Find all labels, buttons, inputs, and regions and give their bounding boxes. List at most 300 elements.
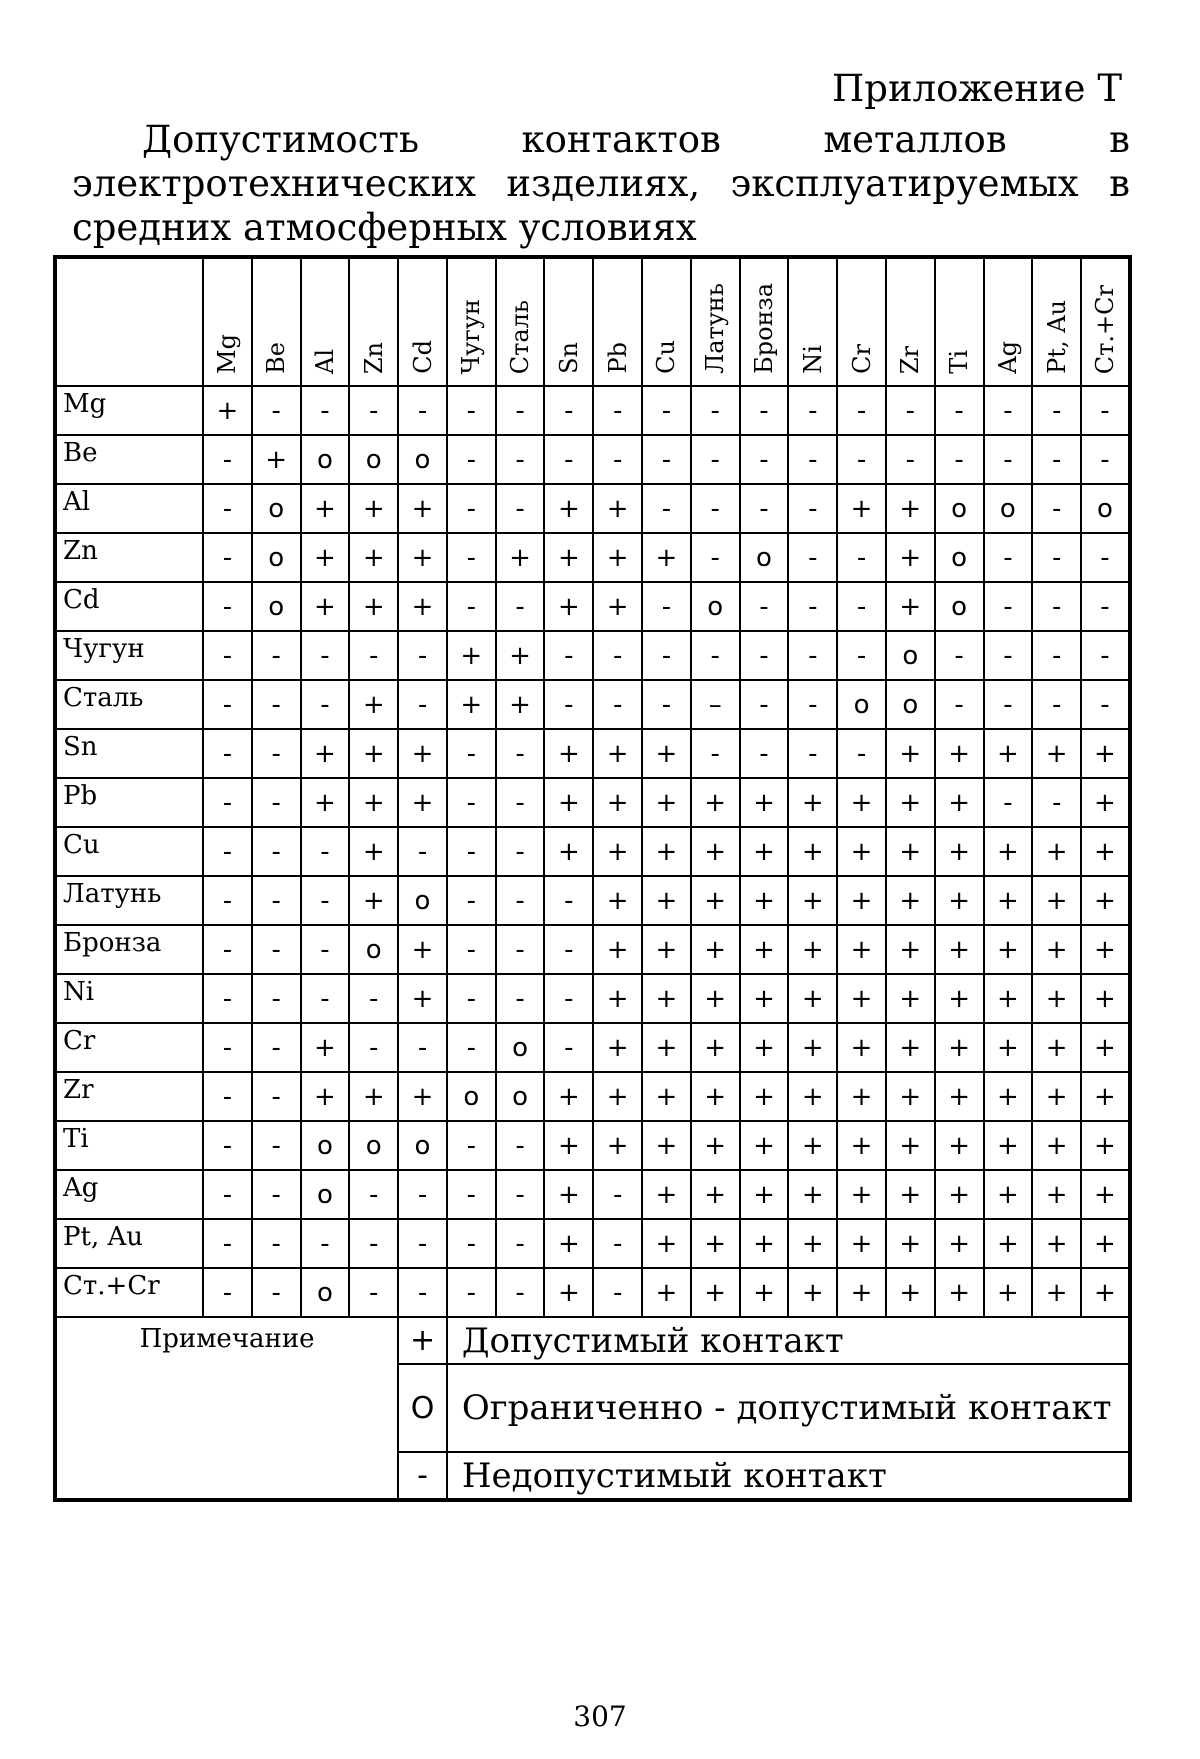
column-header-label: Ag: [993, 341, 1022, 374]
table-row: [55, 631, 1130, 680]
compatibility-cell: -: [301, 876, 350, 925]
compatibility-cell: +: [837, 1072, 886, 1121]
compatibility-cell: -: [301, 827, 350, 876]
compatibility-cell: +: [301, 778, 350, 827]
corner-cell: [55, 257, 203, 386]
compatibility-cell: +: [642, 533, 691, 582]
compatibility-cell: +: [593, 729, 642, 778]
compatibility-cell: -: [788, 533, 837, 582]
column-header-label: Бронза: [749, 283, 778, 374]
compatibility-cell: o: [349, 1121, 398, 1170]
compatibility-cell: +: [349, 827, 398, 876]
compatibility-cell: +: [788, 1072, 837, 1121]
compatibility-cell: +: [544, 1170, 593, 1219]
compatibility-cell: -: [447, 1023, 496, 1072]
compatibility-cell: +: [301, 1072, 350, 1121]
compatibility-cell: +: [593, 484, 642, 533]
compatibility-cell: -: [740, 680, 789, 729]
compatibility-cell: -: [496, 1170, 545, 1219]
compatibility-cell: o: [886, 631, 935, 680]
compatibility-cell: -: [252, 680, 301, 729]
compatibility-cell: -: [740, 435, 789, 484]
column-header-label: Pb: [603, 342, 632, 374]
compatibility-cell: o: [935, 582, 984, 631]
compatibility-cell: +: [788, 974, 837, 1023]
row-label: Mg: [55, 386, 203, 435]
legend-text: Допустимый контакт: [447, 1317, 1130, 1364]
compatibility-cell: +: [788, 876, 837, 925]
compatibility-cell: +: [886, 876, 935, 925]
compatibility-cell: -: [447, 827, 496, 876]
table-row: [55, 778, 1130, 827]
table-row: [55, 1072, 1130, 1121]
column-header-label: Ст.+Cr: [1090, 284, 1119, 374]
compatibility-cell: +: [447, 680, 496, 729]
compatibility-cell: +: [1032, 1268, 1081, 1317]
compatibility-cell: o: [447, 1072, 496, 1121]
compatibility-cell: -: [301, 974, 350, 1023]
column-header: [837, 257, 886, 386]
compatibility-cell: +: [740, 1268, 789, 1317]
compatibility-cell: +: [398, 533, 447, 582]
compatibility-cell: o: [740, 533, 789, 582]
compatibility-cell: +: [398, 1072, 447, 1121]
compatibility-cell: -: [447, 533, 496, 582]
compatibility-cell: o: [496, 1072, 545, 1121]
compatibility-cell: +: [398, 778, 447, 827]
table-row: [55, 925, 1130, 974]
compatibility-cell: +: [935, 827, 984, 876]
compatibility-cell: -: [593, 1219, 642, 1268]
title-word: в: [1109, 118, 1130, 161]
compatibility-cell: -: [203, 1072, 252, 1121]
compatibility-cell: -: [203, 484, 252, 533]
compatibility-cell: -: [984, 778, 1033, 827]
compatibility-cell: -: [496, 974, 545, 1023]
column-header-label: Sn: [554, 342, 583, 374]
compatibility-cell: +: [740, 1072, 789, 1121]
compatibility-cell: +: [544, 1268, 593, 1317]
compatibility-cell: +: [1032, 925, 1081, 974]
compatibility-cell: +: [935, 876, 984, 925]
column-header-label: Сталь: [506, 299, 535, 374]
compatibility-cell: o: [1081, 484, 1130, 533]
table-row: [55, 974, 1130, 1023]
compatibility-cell: -: [203, 435, 252, 484]
compatibility-cell: -: [1081, 582, 1130, 631]
compatibility-cell: +: [398, 582, 447, 631]
title-word: металлов: [823, 118, 1007, 161]
compatibility-cell: +: [1032, 1072, 1081, 1121]
compatibility-cell: +: [691, 1072, 740, 1121]
title-word: в: [1109, 162, 1130, 205]
compatibility-cell: -: [301, 680, 350, 729]
contact-compatibility-table: [53, 255, 1132, 1502]
compatibility-cell: +: [544, 729, 593, 778]
compatibility-cell: +: [691, 1268, 740, 1317]
compatibility-cell: +: [544, 1072, 593, 1121]
compatibility-cell: o: [301, 1268, 350, 1317]
title-line-1: [72, 118, 1130, 162]
column-header-label: Cu: [652, 340, 681, 374]
compatibility-cell: +: [593, 778, 642, 827]
compatibility-cell: -: [593, 1268, 642, 1317]
compatibility-cell: -: [593, 435, 642, 484]
compatibility-cell: +: [447, 631, 496, 680]
column-header: [398, 257, 447, 386]
compatibility-cell: +: [593, 1121, 642, 1170]
legend-symbol: O: [398, 1364, 447, 1452]
compatibility-cell: +: [398, 484, 447, 533]
table-row: [55, 484, 1130, 533]
compatibility-cell: +: [642, 1121, 691, 1170]
compatibility-cell: -: [447, 974, 496, 1023]
compatibility-cell: +: [691, 925, 740, 974]
table-row: [55, 1170, 1130, 1219]
compatibility-cell: +: [398, 974, 447, 1023]
compatibility-cell: +: [642, 876, 691, 925]
page-number: 307: [573, 1700, 627, 1733]
document-title: [72, 118, 1130, 250]
compatibility-cell: -: [252, 974, 301, 1023]
row-label: Ti: [55, 1121, 203, 1170]
compatibility-cell: -: [837, 582, 886, 631]
compatibility-cell: -: [837, 729, 886, 778]
column-header-label: Латунь: [701, 283, 730, 374]
compatibility-cell: -: [447, 925, 496, 974]
compatibility-cell: -: [203, 827, 252, 876]
compatibility-cell: +: [837, 1219, 886, 1268]
compatibility-cell: +: [935, 1170, 984, 1219]
compatibility-cell: +: [301, 729, 350, 778]
compatibility-cell: -: [544, 435, 593, 484]
compatibility-cell: -: [788, 386, 837, 435]
compatibility-cell: -: [544, 974, 593, 1023]
compatibility-cell: +: [349, 778, 398, 827]
row-label: Сталь: [55, 680, 203, 729]
legend-symbol: -: [398, 1452, 447, 1500]
column-header: [886, 257, 935, 386]
table-row: [55, 827, 1130, 876]
compatibility-cell: +: [788, 1268, 837, 1317]
compatibility-cell: -: [496, 386, 545, 435]
compatibility-cell: +: [1081, 925, 1130, 974]
compatibility-cell: +: [691, 876, 740, 925]
compatibility-cell: +: [788, 925, 837, 974]
compatibility-cell: -: [496, 1219, 545, 1268]
compatibility-cell: -: [252, 1121, 301, 1170]
compatibility-cell: -: [1081, 680, 1130, 729]
compatibility-cell: -: [398, 631, 447, 680]
legend-row: [55, 1317, 1130, 1364]
compatibility-cell: +: [740, 876, 789, 925]
compatibility-cell: -: [593, 1170, 642, 1219]
compatibility-cell: -: [788, 484, 837, 533]
table-row: [55, 1219, 1130, 1268]
compatibility-cell: +: [349, 484, 398, 533]
compatibility-cell: +: [1081, 827, 1130, 876]
compatibility-cell: +: [1032, 1121, 1081, 1170]
compatibility-cell: +: [740, 1023, 789, 1072]
row-label: Pb: [55, 778, 203, 827]
compatibility-cell: +: [935, 1072, 984, 1121]
compatibility-cell: +: [349, 582, 398, 631]
compatibility-cell: +: [349, 876, 398, 925]
title-word: электротехнических: [72, 162, 476, 205]
compatibility-cell: -: [1032, 435, 1081, 484]
compatibility-cell: -: [544, 1023, 593, 1072]
compatibility-cell: +: [593, 827, 642, 876]
compatibility-cell: +: [544, 778, 593, 827]
row-label: Al: [55, 484, 203, 533]
compatibility-cell: +: [691, 974, 740, 1023]
compatibility-cell: +: [593, 974, 642, 1023]
compatibility-cell: +: [886, 778, 935, 827]
note-title: Примечание: [55, 1317, 398, 1500]
compatibility-cell: -: [447, 435, 496, 484]
compatibility-cell: -: [203, 582, 252, 631]
compatibility-cell: -: [1032, 778, 1081, 827]
compatibility-cell: +: [642, 1023, 691, 1072]
compatibility-cell: -: [203, 729, 252, 778]
compatibility-cell: -: [788, 631, 837, 680]
compatibility-cell: -: [1032, 484, 1081, 533]
compatibility-cell: +: [642, 974, 691, 1023]
compatibility-cell: -: [349, 1023, 398, 1072]
column-header: [349, 257, 398, 386]
compatibility-cell: -: [301, 386, 350, 435]
compatibility-cell: -: [203, 778, 252, 827]
compatibility-cell: +: [691, 1121, 740, 1170]
compatibility-cell: -: [203, 876, 252, 925]
compatibility-cell: -: [740, 729, 789, 778]
title-line-3: средних атмосферных условиях: [72, 206, 697, 249]
compatibility-cell: +: [593, 1023, 642, 1072]
compatibility-cell: -: [301, 1219, 350, 1268]
compatibility-cell: -: [252, 729, 301, 778]
compatibility-cell: +: [837, 1121, 886, 1170]
compatibility-cell: -: [984, 435, 1033, 484]
compatibility-cell: -: [984, 631, 1033, 680]
compatibility-cell: +: [935, 1219, 984, 1268]
compatibility-cell: -: [203, 631, 252, 680]
compatibility-cell: +: [788, 1023, 837, 1072]
compatibility-cell: +: [837, 1170, 886, 1219]
compatibility-cell: -: [301, 925, 350, 974]
compatibility-cell: -: [349, 1268, 398, 1317]
row-label: Ag: [55, 1170, 203, 1219]
compatibility-cell: +: [886, 925, 935, 974]
table-row: [55, 1023, 1130, 1072]
compatibility-cell: -: [1032, 386, 1081, 435]
compatibility-cell: +: [593, 1072, 642, 1121]
compatibility-cell: +: [398, 729, 447, 778]
column-header-label: Ni: [798, 345, 827, 374]
compatibility-cell: -: [252, 827, 301, 876]
compatibility-cell: +: [984, 1170, 1033, 1219]
table-row: [55, 729, 1130, 778]
compatibility-cell: -: [1032, 631, 1081, 680]
compatibility-cell: -: [642, 435, 691, 484]
column-header-label: Zn: [359, 341, 388, 374]
compatibility-cell: +: [349, 680, 398, 729]
compatibility-cell: -: [544, 925, 593, 974]
compatibility-cell: +: [1032, 876, 1081, 925]
compatibility-cell: -: [203, 533, 252, 582]
compatibility-cell: +: [642, 827, 691, 876]
title-word: контактов: [521, 118, 721, 161]
compatibility-cell: +: [788, 827, 837, 876]
compatibility-cell: +: [1032, 974, 1081, 1023]
row-label: Ст.+Cr: [55, 1268, 203, 1317]
compatibility-cell: +: [984, 1219, 1033, 1268]
compatibility-cell: +: [593, 582, 642, 631]
compatibility-cell: +: [301, 582, 350, 631]
compatibility-cell: o: [984, 484, 1033, 533]
compatibility-cell: -: [447, 1219, 496, 1268]
compatibility-cell: +: [691, 827, 740, 876]
compatibility-cell: -: [740, 631, 789, 680]
row-label: Sn: [55, 729, 203, 778]
compatibility-cell: -: [1032, 533, 1081, 582]
compatibility-cell: -: [1032, 680, 1081, 729]
compatibility-cell: o: [935, 533, 984, 582]
compatibility-cell: o: [691, 582, 740, 631]
compatibility-cell: +: [740, 925, 789, 974]
compatibility-cell: +: [984, 974, 1033, 1023]
compatibility-cell: +: [935, 974, 984, 1023]
compatibility-cell: -: [642, 631, 691, 680]
compatibility-cell: +: [642, 1170, 691, 1219]
compatibility-cell: o: [398, 876, 447, 925]
compatibility-cell: +: [740, 778, 789, 827]
compatibility-cell: -: [886, 435, 935, 484]
compatibility-cell: +: [935, 729, 984, 778]
row-label: Be: [55, 435, 203, 484]
compatibility-cell: +: [886, 582, 935, 631]
table-row: [55, 680, 1130, 729]
column-header-label: Be: [262, 342, 291, 374]
compatibility-cell: +: [1081, 1219, 1130, 1268]
compatibility-cell: +: [886, 1268, 935, 1317]
compatibility-cell: -: [642, 582, 691, 631]
compatibility-cell: -: [788, 680, 837, 729]
compatibility-cell: o: [398, 435, 447, 484]
compatibility-cell: -: [447, 1121, 496, 1170]
row-label: Чугун: [55, 631, 203, 680]
compatibility-cell: -: [788, 435, 837, 484]
compatibility-cell: -: [642, 484, 691, 533]
compatibility-cell: -: [984, 582, 1033, 631]
compatibility-cell: +: [837, 1268, 886, 1317]
compatibility-cell: -: [252, 1219, 301, 1268]
compatibility-cell: -: [642, 386, 691, 435]
compatibility-cell: +: [984, 1121, 1033, 1170]
row-label: Бронза: [55, 925, 203, 974]
compatibility-cell: o: [252, 484, 301, 533]
compatibility-cell: -: [252, 1170, 301, 1219]
header-row: [55, 257, 1130, 386]
compatibility-cell: +: [837, 925, 886, 974]
compatibility-cell: +: [837, 484, 886, 533]
compatibility-cell: -: [593, 386, 642, 435]
column-header: [1081, 257, 1130, 386]
compatibility-cell: +: [691, 778, 740, 827]
compatibility-cell: -: [935, 680, 984, 729]
compatibility-cell: +: [349, 1072, 398, 1121]
compatibility-cell: -: [837, 435, 886, 484]
table-row: [55, 533, 1130, 582]
compatibility-cell: +: [349, 533, 398, 582]
column-header: [691, 257, 740, 386]
compatibility-cell: -: [398, 1268, 447, 1317]
compatibility-cell: -: [740, 582, 789, 631]
column-header-label: Cr: [847, 344, 876, 374]
column-header: [1032, 257, 1081, 386]
column-header-label: Cd: [408, 340, 437, 374]
column-header: [252, 257, 301, 386]
compatibility-cell: -: [349, 1170, 398, 1219]
compatibility-cell: +: [691, 1219, 740, 1268]
compatibility-cell: +: [788, 1121, 837, 1170]
compatibility-cell: -: [203, 974, 252, 1023]
compatibility-cell: -: [203, 1023, 252, 1072]
compatibility-cell: -: [496, 1268, 545, 1317]
compatibility-cell: -: [496, 876, 545, 925]
row-label: Латунь: [55, 876, 203, 925]
compatibility-cell: -: [349, 974, 398, 1023]
compatibility-cell: +: [496, 631, 545, 680]
compatibility-cell: -: [886, 386, 935, 435]
compatibility-cell: +: [886, 1072, 935, 1121]
compatibility-cell: +: [1081, 1170, 1130, 1219]
compatibility-cell: +: [301, 1023, 350, 1072]
compatibility-cell: +: [886, 1219, 935, 1268]
row-label: Cd: [55, 582, 203, 631]
compatibility-cell: +: [984, 1268, 1033, 1317]
compatibility-cell: +: [886, 484, 935, 533]
compatibility-cell: -: [349, 386, 398, 435]
compatibility-cell: +: [788, 1219, 837, 1268]
compatibility-cell: -: [203, 680, 252, 729]
compatibility-cell: +: [886, 1121, 935, 1170]
compatibility-cell: +: [984, 876, 1033, 925]
compatibility-cell: -: [447, 1170, 496, 1219]
compatibility-cell: -: [837, 631, 886, 680]
column-header: [642, 257, 691, 386]
title-line-2: [72, 162, 1130, 206]
legend-text: Недопустимый контакт: [447, 1452, 1130, 1500]
compatibility-cell: +: [398, 925, 447, 974]
compatibility-cell: –: [691, 680, 740, 729]
compatibility-cell: -: [203, 1170, 252, 1219]
compatibility-cell: -: [252, 386, 301, 435]
compatibility-cell: +: [984, 729, 1033, 778]
compatibility-cell: -: [203, 925, 252, 974]
compatibility-cell: +: [837, 778, 886, 827]
compatibility-cell: o: [935, 484, 984, 533]
compatibility-cell: -: [544, 876, 593, 925]
title-word: Допустимость: [142, 118, 420, 161]
compatibility-cell: +: [984, 1023, 1033, 1072]
compatibility-cell: -: [691, 631, 740, 680]
compatibility-cell: +: [886, 729, 935, 778]
compatibility-cell: -: [203, 1219, 252, 1268]
row-label: Cu: [55, 827, 203, 876]
compatibility-cell: -: [203, 1121, 252, 1170]
compatibility-cell: +: [252, 435, 301, 484]
compatibility-cell: -: [447, 582, 496, 631]
